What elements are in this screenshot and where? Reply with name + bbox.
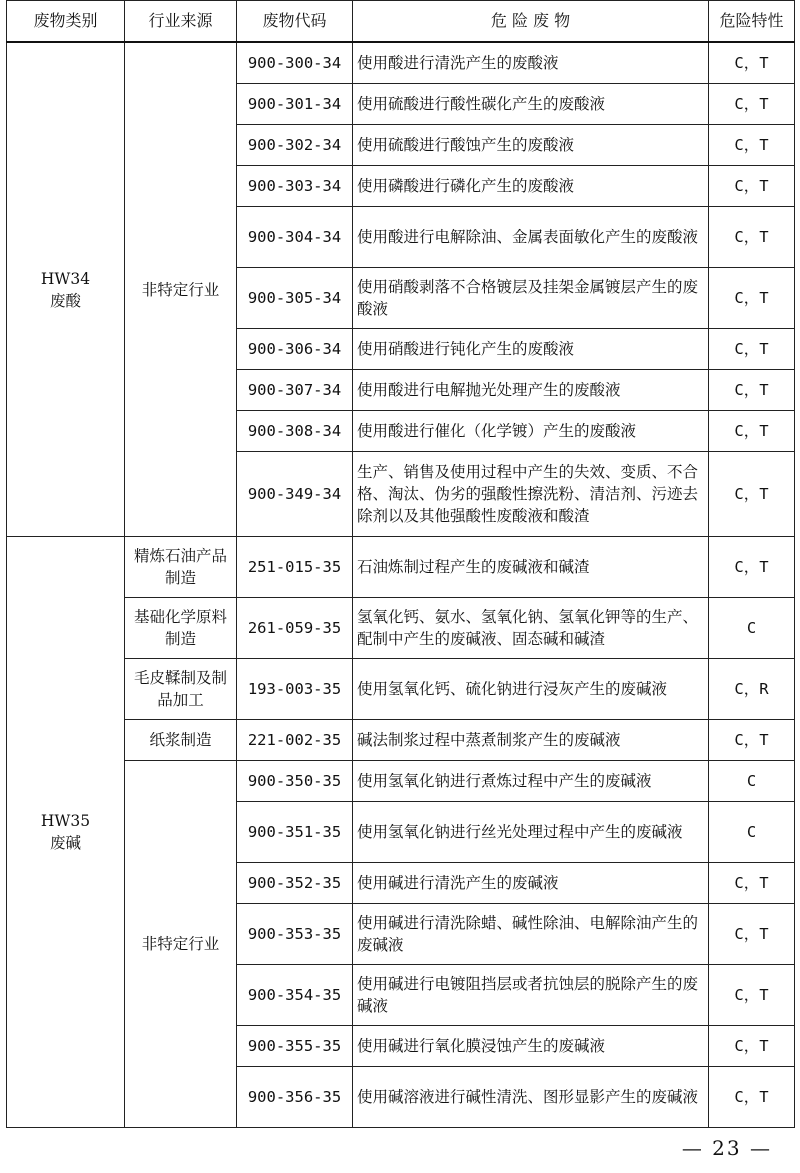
- waste-category-cell: [7, 42, 125, 537]
- waste-code: 900-306-34: [237, 329, 353, 370]
- industry-source: 毛皮鞣制及制品加工: [125, 659, 237, 720]
- hazard-property: C，T: [709, 329, 795, 370]
- waste-description: 使用硫酸进行酸蚀产生的废酸液: [353, 125, 709, 166]
- waste-code: 900-302-34: [237, 125, 353, 166]
- table-header-row: [7, 1, 795, 43]
- waste-description: 使用酸进行清洗产生的废酸液: [353, 42, 709, 84]
- waste-description: 使用硫酸进行酸性碳化产生的废酸液: [353, 84, 709, 125]
- hazard-property: C，R: [709, 659, 795, 720]
- hazard-property: C，T: [709, 268, 795, 329]
- waste-code: 900-354-35: [237, 965, 353, 1026]
- waste-description: 生产、销售及使用过程中产生的失效、变质、不合格、淘汰、伪劣的强酸性擦洗粉、清洁剂、污迹去除剂以及其他强酸性废酸液和酸渣: [353, 452, 709, 537]
- waste-code: 900-305-34: [237, 268, 353, 329]
- hazard-property: C，T: [709, 411, 795, 452]
- hazard-property: C，T: [709, 166, 795, 207]
- waste-code: 261-059-35: [237, 598, 353, 659]
- waste-code: 900-352-35: [237, 863, 353, 904]
- waste-description: 使用碱进行氧化膜浸蚀产生的废碱液: [353, 1026, 709, 1067]
- waste-code: 221-002-35: [237, 720, 353, 761]
- waste-code: 900-303-34: [237, 166, 353, 207]
- waste-category-cell: [7, 537, 125, 1128]
- waste-description: 使用酸进行电解除油、金属表面敏化产生的废酸液: [353, 207, 709, 268]
- waste-description: 使用硝酸剥落不合格镀层及挂架金属镀层产生的废酸液: [353, 268, 709, 329]
- hazard-property: C，T: [709, 863, 795, 904]
- waste-description: 使用碱进行清洗产生的废碱液: [353, 863, 709, 904]
- waste-code: 900-353-35: [237, 904, 353, 965]
- waste-category-name: 废碱: [49, 834, 81, 852]
- waste-code: 900-307-34: [237, 370, 353, 411]
- table-row: [7, 42, 795, 84]
- hazard-property: C，T: [709, 537, 795, 598]
- header-code: 废物代码: [237, 1, 353, 43]
- hazard-property: C，T: [709, 904, 795, 965]
- page-number: — 23 —: [681, 1136, 772, 1160]
- hazard-property: C: [709, 802, 795, 863]
- hazard-property: C，T: [709, 125, 795, 166]
- hazard-property: C，T: [709, 965, 795, 1026]
- hazardous-waste-table: [6, 0, 795, 1128]
- waste-code: 900-355-35: [237, 1026, 353, 1067]
- waste-code: 900-350-35: [237, 761, 353, 802]
- header-category: 废物类别: [7, 1, 125, 43]
- hazard-property: C，T: [709, 370, 795, 411]
- table-row: [7, 720, 795, 761]
- hazard-property: C: [709, 761, 795, 802]
- waste-description: 使用硝酸进行钝化产生的废酸液: [353, 329, 709, 370]
- waste-description: 使用氢氧化钙、硫化钠进行浸灰产生的废碱液: [353, 659, 709, 720]
- waste-code: 900-356-35: [237, 1067, 353, 1128]
- industry-source: 精炼石油产品制造: [125, 537, 237, 598]
- table-row: [7, 761, 795, 802]
- waste-code: 900-304-34: [237, 207, 353, 268]
- hazard-property: C，T: [709, 452, 795, 537]
- hazard-property: C，T: [709, 1026, 795, 1067]
- waste-description: 石油炼制过程产生的废碱液和碱渣: [353, 537, 709, 598]
- header-waste: 危 险 废 物: [353, 1, 709, 43]
- industry-source: 基础化学原料制造: [125, 598, 237, 659]
- waste-description: 使用碱进行清洗除蜡、碱性除油、电解除油产生的废碱液: [353, 904, 709, 965]
- waste-description: 使用氢氧化钠进行煮炼过程中产生的废碱液: [353, 761, 709, 802]
- waste-code: 900-301-34: [237, 84, 353, 125]
- waste-description: 使用碱进行电镀阻挡层或者抗蚀层的脱除产生的废碱液: [353, 965, 709, 1026]
- table-row: [7, 537, 795, 598]
- waste-description: 氢氧化钙、氨水、氢氧化钠、氢氧化钾等的生产、配制中产生的废碱液、固态碱和碱渣: [353, 598, 709, 659]
- waste-description: 碱法制浆过程中蒸煮制浆产生的废碱液: [353, 720, 709, 761]
- waste-category-code: HW34: [40, 269, 91, 288]
- industry-source: 非特定行业: [125, 761, 237, 1128]
- waste-code: 193-003-35: [237, 659, 353, 720]
- header-industry: 行业来源: [125, 1, 237, 43]
- industry-source: 纸浆制造: [125, 720, 237, 761]
- hazard-property: C: [709, 598, 795, 659]
- header-property: 危险特性: [709, 1, 795, 43]
- hazard-property: C，T: [709, 84, 795, 125]
- hazard-property: C，T: [709, 207, 795, 268]
- waste-code: 900-308-34: [237, 411, 353, 452]
- waste-description: 使用酸进行催化（化学镀）产生的废酸液: [353, 411, 709, 452]
- hazard-property: C，T: [709, 1067, 795, 1128]
- waste-category-code: HW35: [40, 812, 91, 830]
- hazard-property: C，T: [709, 42, 795, 84]
- waste-description: 使用碱溶液进行碱性清洗、图形显影产生的废碱液: [353, 1067, 709, 1128]
- table-body: [7, 42, 795, 1128]
- waste-description: 使用磷酸进行磷化产生的废酸液: [353, 166, 709, 207]
- industry-source: 非特定行业: [125, 42, 237, 537]
- waste-code: 251-015-35: [237, 537, 353, 598]
- table-row: [7, 598, 795, 659]
- table-row: [7, 659, 795, 720]
- waste-category-name: 废酸: [49, 291, 81, 310]
- waste-description: 使用酸进行电解抛光处理产生的废酸液: [353, 370, 709, 411]
- waste-code: 900-300-34: [237, 42, 353, 84]
- hazard-property: C，T: [709, 720, 795, 761]
- waste-code: 900-349-34: [237, 452, 353, 537]
- waste-description: 使用氢氧化钠进行丝光处理过程中产生的废碱液: [353, 802, 709, 863]
- waste-code: 900-351-35: [237, 802, 353, 863]
